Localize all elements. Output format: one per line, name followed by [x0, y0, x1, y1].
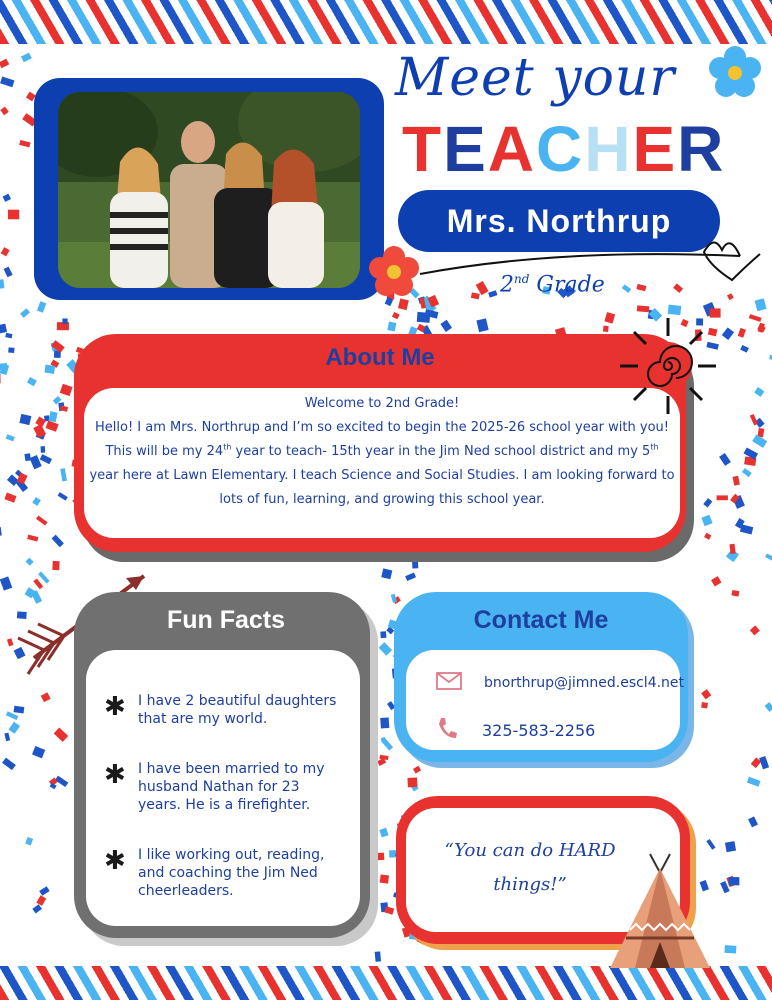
teepee-icon [600, 850, 720, 970]
confetti-piece [27, 535, 38, 542]
confetti-piece [0, 279, 4, 289]
confetti-piece [711, 576, 722, 586]
fun-fact-item: ✱ I like working out, reading, and coaching the Jim Ned cheerleaders. [104, 846, 325, 899]
confetti-piece [36, 895, 46, 906]
confetti-piece [407, 777, 417, 787]
confetti-piece [3, 194, 12, 202]
confetti-piece [60, 384, 73, 396]
about-me-text [86, 392, 678, 512]
confetti-piece [0, 59, 9, 69]
confetti-piece [48, 411, 57, 422]
confetti-piece [0, 76, 14, 87]
confetti-piece [637, 305, 650, 312]
confetti-piece [398, 298, 409, 310]
confetti-piece [32, 497, 41, 506]
confetti-piece [36, 516, 48, 526]
confetti-piece [26, 558, 34, 566]
confetti-piece [765, 553, 772, 562]
confetti-piece [727, 293, 734, 300]
email-row [436, 672, 684, 694]
confetti-piece [60, 405, 68, 412]
confetti-piece [32, 746, 45, 758]
confetti-piece [9, 722, 21, 734]
confetti-piece [704, 533, 711, 540]
confetti-piece [748, 816, 758, 827]
confetti-piece [2, 758, 16, 771]
confetti-piece [717, 495, 728, 500]
confetti-piece [706, 839, 715, 850]
confetti-piece [668, 305, 682, 316]
confetti-piece [701, 515, 712, 527]
confetti-piece [40, 454, 52, 464]
confetti-piece [5, 333, 12, 338]
envelope-icon [436, 672, 466, 694]
confetti-piece [0, 324, 7, 334]
confetti-piece [4, 733, 10, 742]
confetti-piece [50, 783, 57, 789]
confetti-piece [25, 837, 33, 846]
fun-fact-item: ✱ I have 2 beautiful daughters that are my world. [104, 692, 337, 727]
confetti-piece [750, 414, 758, 425]
confetti-piece [701, 702, 708, 709]
confetti-piece [44, 365, 55, 374]
confetti-piece [754, 387, 764, 397]
teacher-heading [402, 112, 725, 186]
sun-spiral-icon [618, 316, 718, 416]
confetti-piece [603, 326, 609, 332]
confetti-piece [8, 347, 14, 353]
confetti-piece [733, 476, 740, 486]
confetti-piece [380, 717, 389, 728]
phone-row [436, 716, 595, 744]
confetti-piece [731, 590, 739, 597]
about-line-5: lots of fun, learning, and growing this school year. [219, 492, 545, 507]
confetti-piece [380, 874, 389, 883]
confetti-piece [755, 298, 767, 311]
confetti-piece [0, 527, 2, 537]
about-line-2: Hello! I am Mrs. Northrup and I’m so excited to begin the 2025-26 school year with you! [95, 420, 669, 435]
confetti-piece [729, 877, 740, 885]
confetti-piece [20, 308, 30, 318]
about-line-3: This will be my 24th year to teach- 15th year in the Jim Ned school district and my 5th [105, 442, 659, 459]
confetti-piece [740, 345, 749, 353]
confetti-piece [37, 301, 46, 312]
confetti-piece [4, 267, 13, 278]
confetti-piece [6, 434, 15, 441]
confetti-piece [405, 572, 416, 581]
asterisk-icon: ✱ [104, 760, 126, 790]
confetti-piece [738, 328, 746, 338]
email-link[interactable]: bnorthrup@jimned.escl4.net [484, 675, 685, 691]
teacher-letter: H [584, 113, 633, 185]
meet-your-heading: Meet your [395, 48, 676, 108]
confetti-piece [41, 446, 46, 453]
confetti-piece [19, 140, 30, 147]
confetti-piece [29, 455, 41, 469]
confetti-piece [4, 493, 16, 503]
confetti-piece [14, 706, 25, 714]
confetti-piece [476, 318, 488, 332]
asterisk-icon: ✱ [104, 846, 126, 876]
teacher-letter: C [536, 113, 585, 185]
confetti-piece [41, 692, 51, 702]
teacher-letter: E [443, 113, 488, 185]
confetti-piece [19, 414, 31, 425]
confetti-piece [6, 711, 18, 720]
confetti-piece [722, 327, 734, 340]
quote-text: “You can do HARD things!” [444, 840, 616, 895]
confetti-piece [742, 468, 752, 477]
confetti-piece [379, 828, 388, 838]
confetti-piece [488, 290, 497, 297]
teacher-letter: E [632, 113, 678, 185]
confetti-piece [747, 777, 761, 787]
confetti-piece [392, 312, 400, 319]
confetti-piece [24, 453, 31, 461]
confetti-piece [413, 766, 421, 774]
confetti-piece [1, 247, 10, 256]
confetti-piece [52, 535, 64, 548]
confetti-piece [703, 498, 712, 507]
confetti-piece [21, 53, 32, 63]
about-line-1: Welcome to 2nd Grade! [304, 396, 460, 411]
confetti-piece [719, 453, 731, 466]
confetti-piece [46, 421, 59, 432]
teacher-letter: R [677, 113, 726, 185]
teacher-letter: A [487, 113, 536, 185]
confetti-piece [740, 524, 753, 534]
confetti-piece [384, 906, 394, 915]
confetti-piece [759, 756, 769, 769]
confetti-piece [440, 320, 452, 332]
confetti-piece [54, 728, 69, 742]
confetti-piece [375, 951, 381, 961]
confetti-piece [58, 492, 68, 501]
phone-icon [436, 716, 466, 744]
confetti-piece [0, 374, 1, 384]
confetti-piece [471, 292, 480, 299]
confetti-piece [765, 702, 772, 712]
about-line-4: year here at Lawn Elementary. I teach Science and Social Studies. I am looking forward to [89, 468, 675, 483]
confetti-piece [724, 945, 736, 953]
confetti-piece [725, 841, 736, 852]
confetti-piece [749, 314, 762, 322]
fun-fact-item: ✱ I have been married to my husband Nathan for 23 years. He is a firefighter. [104, 760, 325, 813]
fun-facts-title: Fun Facts [166, 606, 286, 634]
confetti-piece [0, 107, 9, 116]
confetti-piece [39, 886, 49, 896]
teacher-letter: T [402, 113, 444, 185]
red-flower-icon [366, 244, 422, 300]
confetti-piece [8, 210, 19, 220]
teacher-name-badge: Mrs. Northrup [398, 190, 720, 252]
phone-link[interactable]: 325-583-2256 [482, 720, 596, 740]
blue-flower-icon [706, 44, 764, 102]
confetti-piece [750, 625, 760, 635]
confetti-piece [387, 322, 396, 332]
confetti-piece [381, 568, 392, 579]
confetti-piece [32, 904, 42, 913]
confetti-piece [701, 689, 711, 699]
confetti-piece [27, 377, 37, 386]
family-photo [58, 92, 360, 288]
confetti-piece [380, 631, 386, 638]
confetti-piece [62, 318, 67, 323]
contact-me-title: Contact Me [473, 606, 609, 634]
confetti-piece [379, 642, 392, 656]
grade-label: 2nd Grade [500, 272, 605, 298]
confetti-piece [0, 576, 12, 590]
about-me-title: About Me [325, 344, 435, 371]
confetti-piece [60, 468, 67, 481]
confetti-piece [604, 312, 615, 323]
confetti-piece [7, 638, 14, 646]
asterisk-icon: ✱ [104, 692, 126, 722]
